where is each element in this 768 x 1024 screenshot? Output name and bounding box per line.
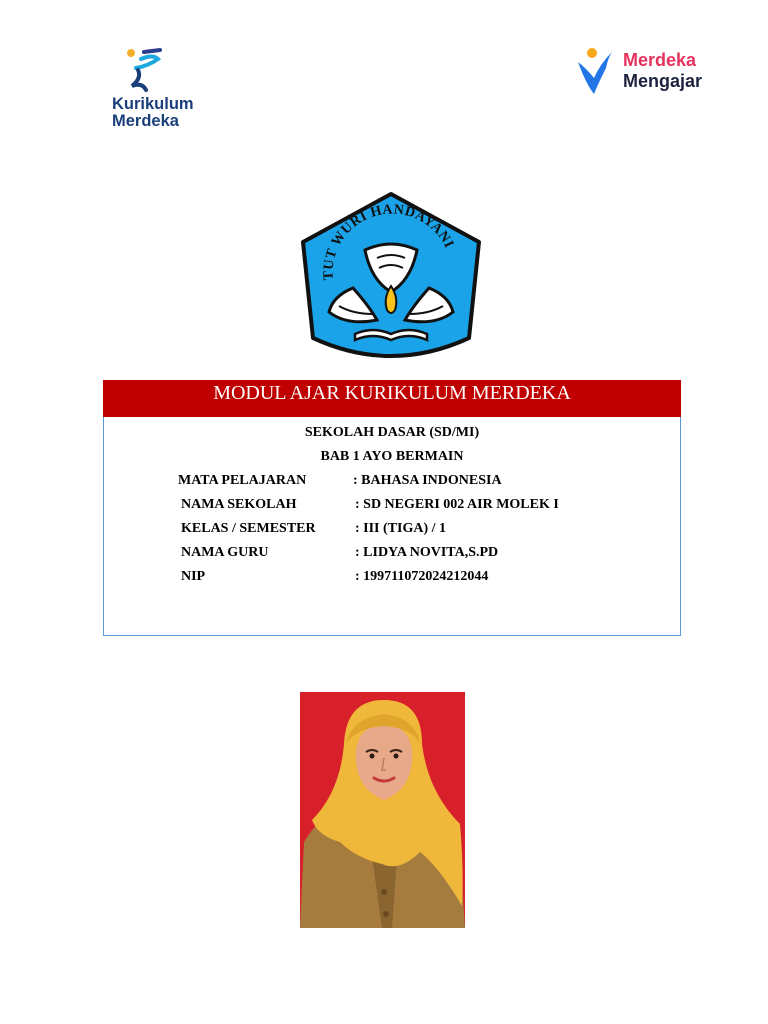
merdeka-mengajar-mark-icon [572, 44, 618, 100]
kurikulum-merdeka-mark-icon [108, 46, 178, 96]
field-value: : III (TIGA) / 1 [355, 521, 447, 536]
field-value: : SD NEGERI 002 AIR MOLEK I [355, 497, 559, 512]
field-label: NIP [181, 569, 206, 584]
mengajar-logo-line2: Mengajar [623, 71, 703, 91]
teacher-portrait-image [300, 692, 465, 928]
field-label: KELAS / SEMESTER [181, 521, 316, 536]
module-info-box [103, 417, 681, 636]
tut-wuri-handayani-emblem [293, 188, 488, 370]
emblem-motto: TUT WURI HANDAYANI [321, 202, 457, 281]
field-label: MATA PELAJARAN [178, 473, 307, 488]
field-value: : LIDYA NOVITA,S.PD [355, 545, 499, 560]
teacher-photo [300, 692, 465, 928]
field-label: NAMA SEKOLAH [181, 497, 297, 512]
module-title: MODUL AJAR KURIKULUM MERDEKA [103, 380, 681, 417]
school-level: SEKOLAH DASAR (SD/MI) [304, 425, 480, 440]
field-label: NAMA GURU [181, 545, 269, 560]
merdeka-mengajar-logo [572, 44, 732, 100]
kurikulum-merdeka-logo [108, 46, 218, 136]
mengajar-logo-line1: Merdeka [623, 50, 697, 70]
chapter-title: BAB 1 AYO BERMAIN [320, 449, 464, 464]
kurikulum-logo-line2: Merdeka [112, 112, 179, 130]
field-value: : BAHASA INDONESIA [353, 473, 502, 488]
field-value: : 199711072024212044 [355, 569, 489, 584]
kurikulum-logo-line1: Kurikulum [112, 95, 194, 113]
